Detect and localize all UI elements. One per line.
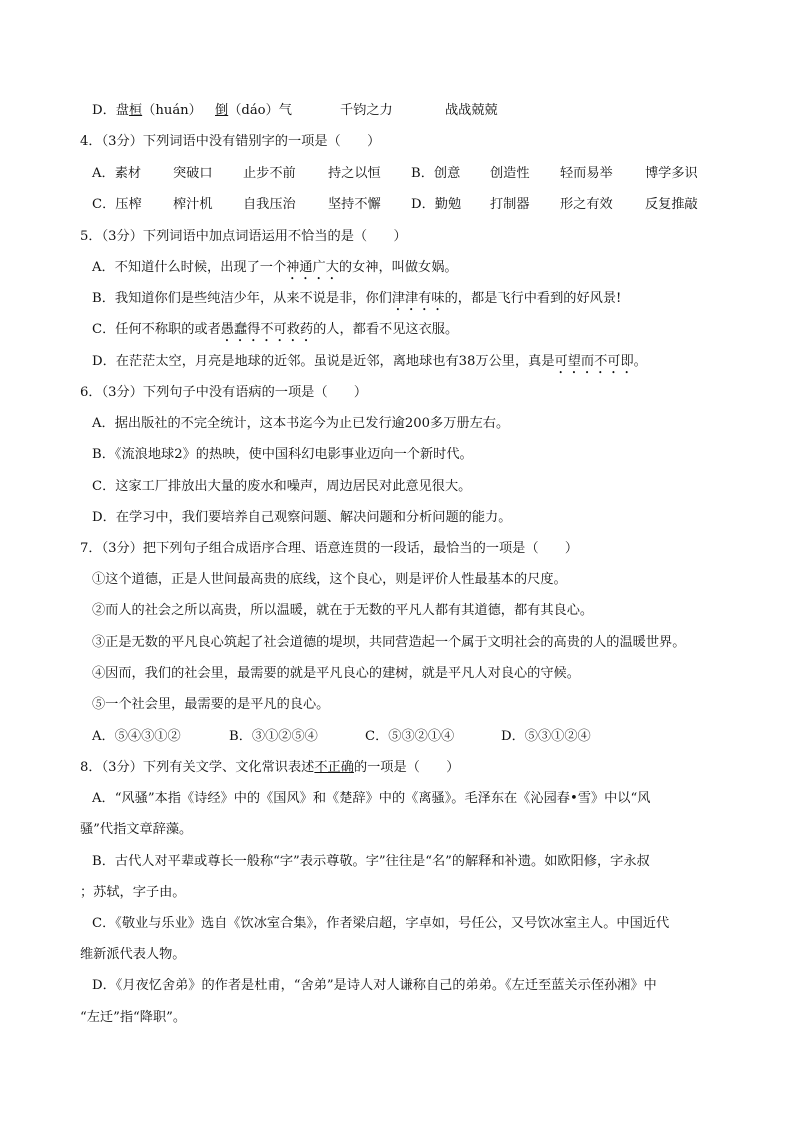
text: C．任何不称职的或者 — [92, 322, 221, 337]
q7-stem: 7．（3分）把下列句子组合成语序合理、语意连贯的一段话，最恰当的一项是（ ） — [80, 541, 579, 556]
q5-option-a — [92, 258, 458, 283]
q4-c-word: 榨汁机 — [173, 197, 213, 212]
q7-sentence-2: ②而人的社会之所以高贵，所以温暖，就在于无数的平凡人都有其道德，都有其良心。 — [92, 603, 594, 618]
q8-option-a-line1: A．“风骚”本指《诗经》中的《国风》和《楚辞》中的《离骚》。毛泽东在《沁园春•雪》中以“风 — [92, 791, 651, 806]
underlined-phrase: 不正确 — [314, 760, 354, 775]
q4-b-word: B．创意 — [411, 166, 461, 181]
q3-option-d-word3: 千钧之力 — [340, 103, 393, 118]
q5-option-c — [92, 320, 458, 345]
q6-stem: 6．（3分）下列句子中没有语病的一项是（ ） — [80, 385, 368, 400]
q8-option-b-line1: B．古代人对平辈或尊长一般称“字”表示尊敬。字”往往是“名”的解释和补遗。如欧阳修，字永叔 — [92, 854, 650, 869]
q4-c-word: 坚持不懈 — [328, 197, 381, 212]
q6-option-d: D．在学习中，我们要培养自己观察问题、解决问题和分析问题的能力。 — [92, 510, 512, 525]
q4-b-word: 创造性 — [490, 166, 530, 181]
q4-d-word: 反复推敲 — [645, 197, 698, 212]
q5-stem: 5．（3分）下列词语中加点词语运用不恰当的是（ ） — [80, 229, 407, 244]
q8-stem — [80, 758, 459, 778]
text: A．不知道什么时候，出现了一个 — [92, 260, 287, 275]
q4-a-word: 止步不前 — [243, 166, 296, 181]
underlined-char: 桓 — [128, 103, 143, 118]
q4-d-word: 形之有效 — [560, 197, 613, 212]
q7-option-c: C．⑤③②①④ — [365, 729, 455, 744]
q3-option-d-word4: 战战兢兢 — [445, 103, 498, 118]
q5-option-b — [92, 289, 621, 314]
word-part: 盘 — [115, 103, 129, 118]
q4-b-word: 博学多识 — [645, 166, 698, 181]
q6-option-c: C．这家工厂排放出大量的废水和噪声，周边居民对此意见很大。 — [92, 479, 472, 494]
q8-option-a-line2: 骚”代指文章辞藻。 — [80, 822, 193, 837]
q7-sentence-4: ④因而，我们的社会里，最需要的就是平凡良心的建树，就是平凡人对良心的守候。 — [92, 666, 580, 681]
text: 的，都是飞行中看到的好风景! — [444, 291, 622, 306]
q6-option-a: A．据出版社的不完全统计，这本书迄今为止已发行逾200多万册左右。 — [92, 416, 510, 431]
text: D．在茫茫太空，月亮是地球的近邻。虽说是近邻，离地球也有38万公里，真是 — [92, 354, 555, 369]
q4-c-word: 自我压治 — [243, 197, 296, 212]
q4-stem: 4．（3分）下列词语中没有错别字的一项是（ ） — [80, 134, 381, 149]
pinyin: （huán） — [142, 103, 202, 118]
q8-option-c-line1: C．《敬业与乐业》选自《饮冰室合集》，作者梁启超，字卓如，号任公，又号饮冰室主人。中国近代 — [92, 916, 670, 931]
dotted-phrase: 神通广大 — [286, 260, 339, 275]
q6-option-b: B．《流浪地球2》的热映，使中国科幻电影事业迈向一个新时代。 — [92, 447, 473, 462]
text: 的人，都看不见这衣服。 — [313, 322, 459, 337]
q7-sentence-1: ①这个道德，正是人世间最高贵的底线，这个良心，则是评价人性最基本的尺度。 — [92, 572, 567, 587]
q4-b-word: 轻而易举 — [560, 166, 613, 181]
text: 的一项是（ ） — [353, 760, 460, 775]
text: 的女神，叫做女娲。 — [338, 260, 458, 275]
q7-option-d: D．⑤③①②④ — [501, 729, 591, 744]
dotted-phrase: 愚蠢得不可救药 — [220, 322, 314, 337]
q4-d-word: 打制器 — [490, 197, 530, 212]
q4-d-word: D．勤勉 — [411, 197, 462, 212]
q5-option-d — [92, 352, 647, 377]
text: 8．（3分）下列有关文学、文化常识表述 — [80, 760, 315, 775]
q3-option-d — [92, 101, 202, 121]
q4-a-word: 突破口 — [173, 166, 213, 181]
option-label: D． — [92, 103, 116, 118]
q3-option-d-word2 — [215, 101, 292, 121]
pinyin: （dáo）气 — [228, 103, 292, 118]
text: 。 — [633, 354, 647, 369]
dotted-phrase: 可望而不可即 — [554, 354, 634, 369]
q8-option-d-line1: D．《月夜忆舍弟》的作者是杜甫，“舍弟”是诗人对人谦称自己的弟弟。《左迁至蓝关示侄孙湘》中 — [92, 978, 657, 993]
q8-option-d-line2: “左迁”指“降职”。 — [80, 1010, 187, 1025]
text: B．我知道你们是些纯洁少年，从来不说是非，你们 — [92, 291, 392, 306]
q4-a-word: A．素材 — [92, 166, 142, 181]
q7-sentence-5: ⑤一个社会里，最需要的是平凡的良心。 — [92, 697, 330, 712]
underlined-char: 倒 — [215, 103, 229, 118]
q4-c-word: C．压榨 — [92, 197, 142, 212]
q7-option-b: B．③①②⑤④ — [229, 729, 318, 744]
q4-a-word: 持之以恒 — [328, 166, 381, 181]
q8-option-b-line2: ；苏轼，字子由。 — [80, 885, 186, 900]
q7-option-a: A．⑤④③①② — [92, 729, 181, 744]
q7-sentence-3: ③正是无数的平凡良心筑起了社会道德的堤坝，共同营造起一个属于文明社会的高贵的人的温暖世界。 — [92, 635, 686, 650]
dotted-phrase: 津津有味 — [391, 291, 445, 306]
q8-option-c-line2: 维新派代表人物。 — [80, 947, 186, 962]
